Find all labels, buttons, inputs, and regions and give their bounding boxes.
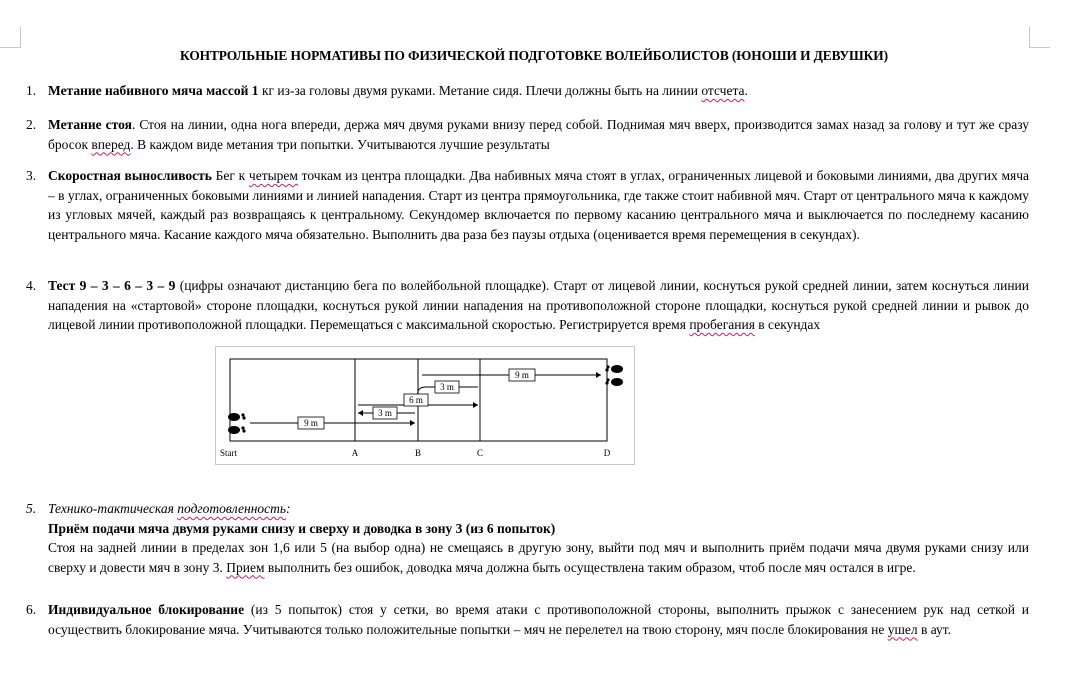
point-label-start: Start bbox=[220, 448, 237, 458]
item-number: 4. bbox=[26, 278, 37, 293]
distance-label-6m bbox=[404, 394, 428, 406]
distance-text: 6 m bbox=[409, 395, 423, 405]
list-item-5 bbox=[26, 499, 1029, 577]
item-number: 5. bbox=[26, 501, 37, 516]
item-heading: Индивидуальное блокирование bbox=[48, 602, 245, 617]
point-label-b: B bbox=[414, 448, 422, 458]
run-test-diagram bbox=[215, 346, 635, 465]
item-number: 1. bbox=[26, 83, 37, 98]
point-label-d: D bbox=[603, 448, 611, 458]
item-heading: Приём подачи мяча двумя руками снизу и сверху и доводка в зону 3 (из 6 попыток) bbox=[48, 520, 556, 536]
item-text: . В каждом виде метания три попытки. Учитываются лучшие результаты bbox=[130, 136, 550, 152]
spellcheck-word[interactable]: отсчета bbox=[701, 83, 745, 98]
page-corner-mark-left bbox=[0, 27, 21, 48]
item-text: Бег к bbox=[211, 168, 249, 183]
distance-text: 9 m bbox=[304, 418, 318, 428]
item-subtitle: : bbox=[286, 501, 291, 516]
start-footprints-icon bbox=[228, 413, 246, 434]
list-item-2 bbox=[26, 115, 1029, 154]
item-number: 2. bbox=[26, 117, 37, 132]
item-text: в секундах bbox=[754, 317, 821, 332]
list-item-1 bbox=[26, 81, 1029, 101]
point-label-c: C bbox=[476, 448, 484, 458]
item-text: кг из-за головы двумя руками. Метание сидя. Плечи должны быть на линии bbox=[258, 83, 702, 98]
spellcheck-word[interactable]: ушел bbox=[887, 621, 918, 637]
point-label-a: A bbox=[351, 448, 359, 458]
distance-label-3m-upper bbox=[435, 381, 459, 393]
item-heading: Метание набивного мяча массой 1 bbox=[48, 83, 259, 98]
list-item-4 bbox=[26, 276, 1029, 335]
court-diagram bbox=[216, 347, 634, 464]
item-text: (цифры означают дистанцию бега по волейбольной площадке). Старт от лицевой линии, коснуться рукой средней линии, затем коснуться линии нападения на «стартовой» стороне площадки, коснуться рукой линии нападения на противоположной стороне площадки, коснуться рукой средней линии и рывок до лицевой линии противоположной площадки. Перемещаться с максимальной скоростью. Регистрируется время bbox=[48, 278, 1029, 332]
item-number: 6. bbox=[26, 602, 37, 617]
spellcheck-word[interactable]: пробегания bbox=[689, 317, 755, 332]
spellcheck-word[interactable]: Прием bbox=[226, 559, 265, 575]
item-text: . Стоя на линии, одна нога впереди, держа мяч двумя руками внизу перед собой. Поднимая мяч вверх, производится замах назад за голову и тут же сразу бросок bbox=[48, 117, 1029, 152]
distance-text: 9 m bbox=[515, 370, 529, 380]
page-corner-mark-right bbox=[1029, 27, 1050, 48]
item-heading: Тест 9 – 3 – 6 – 3 – 9 bbox=[48, 278, 176, 293]
item-text: (из 5 попыток) стоя у сетки, во время атаки с противоположной стороны, выполнить прыжок с занесением рук над сеткой и осуществить блокирование мяча. Учитываются только положительные попытки – мяч не перелетел на твою сторону, мяч после блокирования не bbox=[48, 602, 1030, 637]
item-text: точкам из центра площадки. Два набивных мяча стоят в углах, ограниченных лицевой и боковыми линиями, два других мяча – в углах, ограниченных боковыми линиями и линией нападения. Старт из центра прямоугольника, где также стоит набивной мяч. Старт от центрального мяча к каждому из угловых мячей, каждый раз возвращаясь к центральному. Секундомер включается по первому касанию центрального мяча и выключается по последнему касанию центрального мяча. Касание каждого мяча обязательно. Выполнить два раза без паузы отдыха (оценивается время перемещения в секундах). bbox=[48, 168, 1029, 242]
item-number: 3. bbox=[26, 168, 37, 183]
spellcheck-word[interactable]: четырем bbox=[248, 168, 298, 183]
distance-label-9m-finish bbox=[509, 369, 535, 381]
distance-label-3m-lower bbox=[373, 407, 397, 419]
item-heading: Метание стоя bbox=[48, 117, 132, 132]
list-item-3 bbox=[26, 166, 1029, 244]
list-item-6 bbox=[26, 600, 1030, 639]
distance-label-9m-start bbox=[298, 417, 324, 429]
finish-footprints-icon bbox=[605, 365, 623, 386]
item-text: в аут. bbox=[917, 621, 952, 637]
distance-text: 3 m bbox=[378, 408, 392, 418]
item-text: Стоя на задней линии в пределах зон 1,6 или 5 (на выбор одна) не смещаясь в другую зону, выйти под мяч и выполнить приём подачи мяча двумя руками снизу или сверху и довести мяч в зону 3. bbox=[48, 540, 1029, 575]
item-text: выполнить без ошибок, доводка мяча должна быть осуществлена таким образом, чтоб после мяч остался в игре. bbox=[264, 559, 916, 575]
document-title: КОНТРОЛЬНЫЕ НОРМАТИВЫ ПО ФИЗИЧЕСКОЙ ПОДГОТОВКЕ ВОЛЕЙБОЛИСТОВ (ЮНОШИ И ДЕВУШКИ) bbox=[180, 48, 888, 63]
spellcheck-word[interactable]: подготовленность bbox=[177, 501, 287, 516]
item-subtitle: Технико-тактическая bbox=[48, 501, 178, 516]
distance-text: 3 m bbox=[440, 382, 454, 392]
item-text: . bbox=[744, 83, 748, 98]
spellcheck-word[interactable]: вперед bbox=[91, 136, 131, 152]
item-heading: Скоростная выносливость bbox=[48, 168, 212, 183]
